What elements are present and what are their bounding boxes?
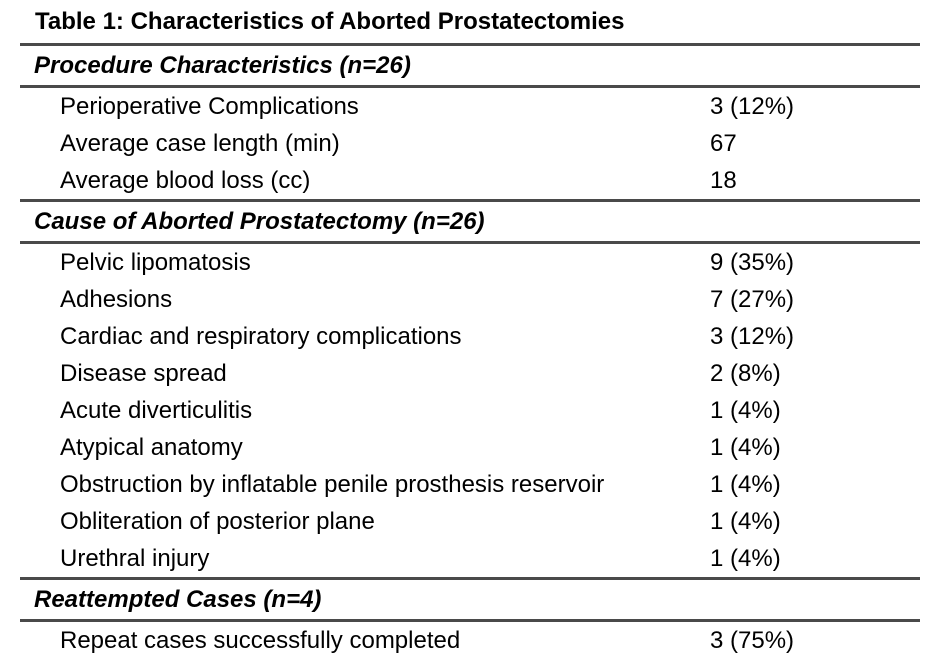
section-header (0, 580, 936, 619)
row-value: 2 (8%) (710, 359, 781, 387)
section-rows (0, 244, 936, 577)
row-label: Average case length (min) (60, 129, 340, 157)
row-label: Atypical anatomy (60, 433, 243, 461)
row-label: Pelvic lipomatosis (60, 248, 251, 276)
table-row (0, 162, 936, 199)
row-value: 1 (4%) (710, 507, 781, 535)
table-row (0, 244, 936, 281)
row-value: 1 (4%) (710, 433, 781, 461)
row-value: 67 (710, 129, 737, 157)
table-row (0, 503, 936, 540)
row-label: Disease spread (60, 359, 227, 387)
row-label: Average blood loss (cc) (60, 166, 311, 194)
row-label: Perioperative Complications (60, 92, 359, 120)
table-section (0, 199, 936, 577)
table-row (0, 88, 936, 125)
row-label: Urethral injury (60, 544, 210, 572)
row-label: Obstruction by inflatable penile prosthesis reservoir (60, 470, 605, 498)
table-row (0, 281, 936, 318)
table-row (0, 540, 936, 577)
row-value: 18 (710, 166, 737, 194)
section-header-label: Procedure Characteristics (n=26) (34, 52, 411, 79)
row-value: 3 (12%) (710, 92, 795, 120)
section-rows (0, 622, 936, 659)
row-value: 9 (35%) (710, 248, 795, 276)
section-header (0, 202, 936, 241)
row-label: Acute diverticulitis (60, 396, 253, 424)
section-header-label: Cause of Aborted Prostatectomy (n=26) (34, 208, 485, 235)
table-row (0, 355, 936, 392)
table-row (0, 429, 936, 466)
section-header-label: Reattempted Cases (n=4) (34, 586, 322, 613)
table-row (0, 318, 936, 355)
row-value: 1 (4%) (710, 544, 781, 572)
table-section (0, 43, 936, 199)
row-label: Obliteration of posterior plane (60, 507, 375, 535)
section-header (0, 46, 936, 85)
table-title: Table 1: Characteristics of Aborted Prostatectomies (35, 8, 625, 35)
row-label: Adhesions (60, 285, 173, 313)
row-value: 1 (4%) (710, 396, 781, 424)
table-row (0, 622, 936, 659)
row-label: Repeat cases successfully completed (60, 626, 461, 654)
row-label: Cardiac and respiratory complications (60, 322, 462, 350)
row-value: 3 (75%) (710, 626, 795, 654)
row-value: 7 (27%) (710, 285, 795, 313)
table-row (0, 125, 936, 162)
row-value: 3 (12%) (710, 322, 795, 350)
table-row (0, 466, 936, 503)
table-row (0, 392, 936, 429)
row-value: 1 (4%) (710, 470, 781, 498)
table-section (0, 577, 936, 659)
section-rows (0, 88, 936, 199)
table (0, 43, 936, 659)
